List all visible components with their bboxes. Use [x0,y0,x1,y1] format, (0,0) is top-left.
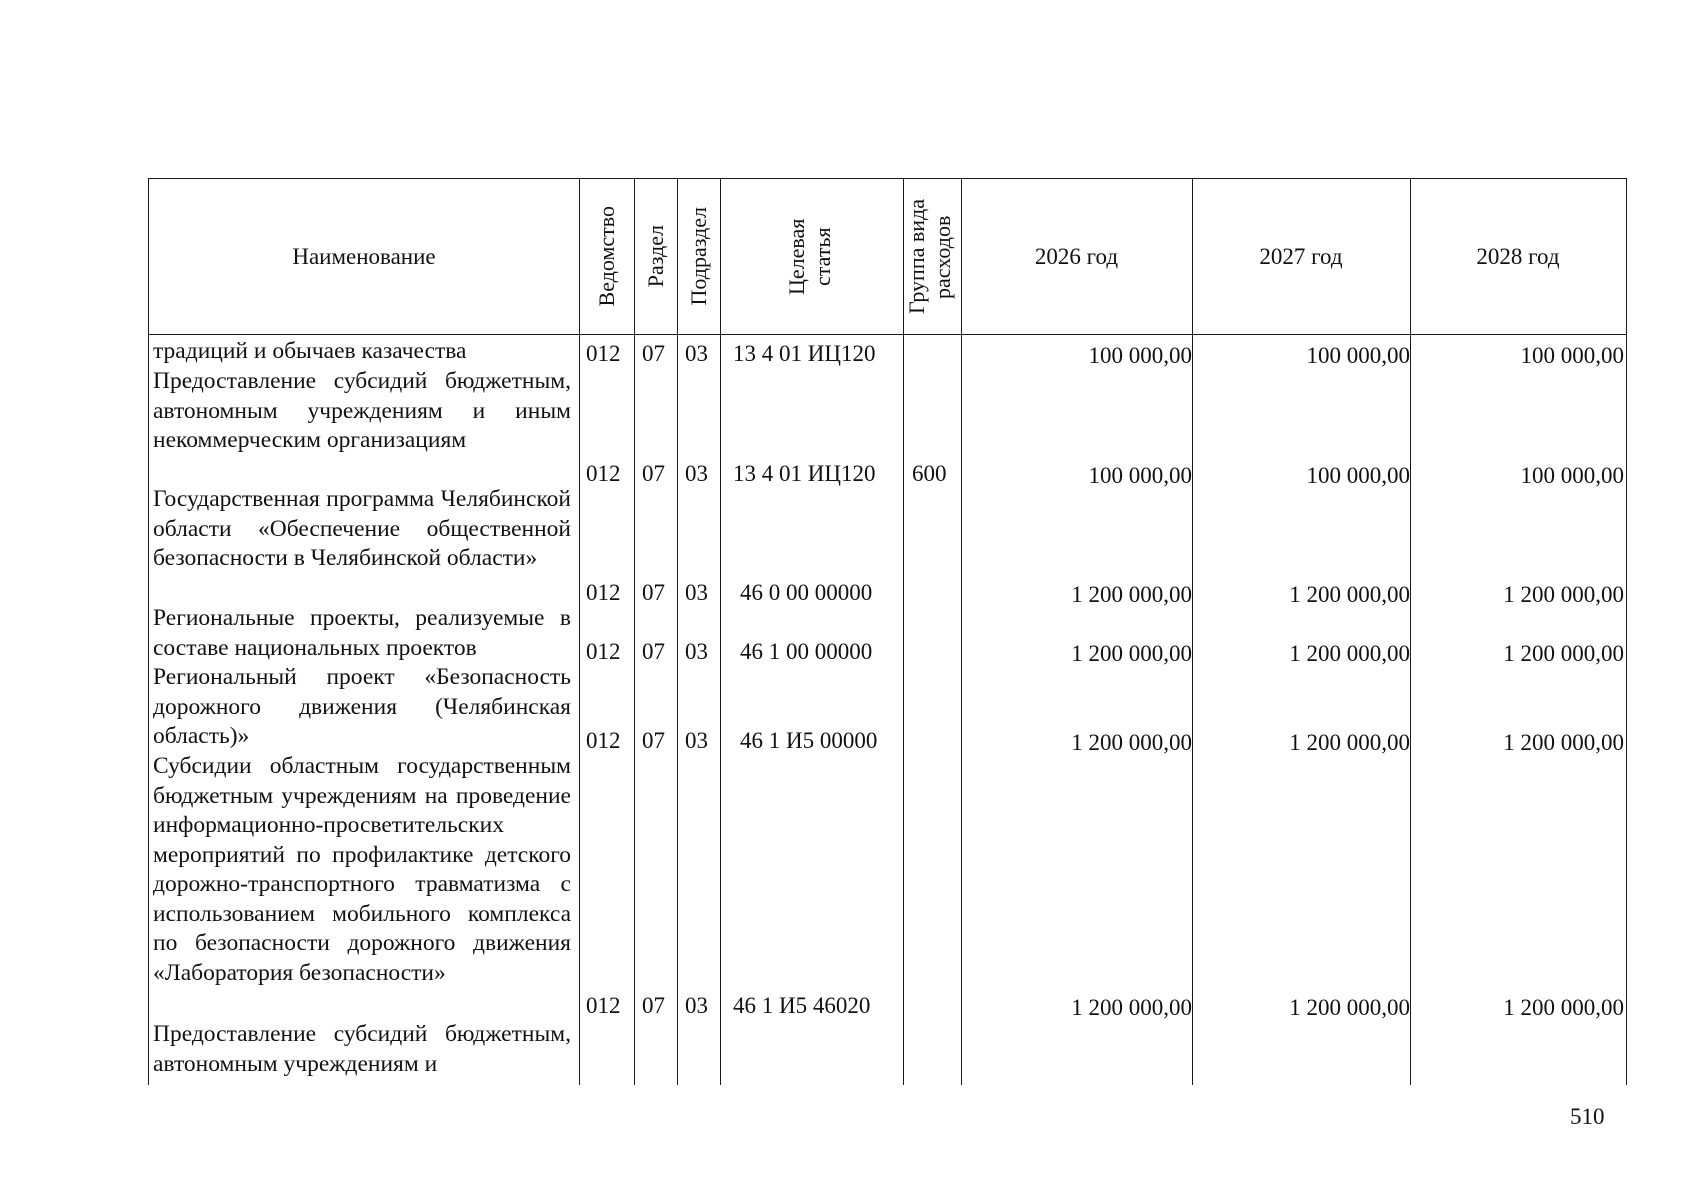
row-2-razdel: 07 [642,461,665,486]
row-1-target: 13 4 01 ИЦ120 [733,341,876,366]
row-4-vedomstvo: 012 [586,639,621,664]
row-3-vedomstvo: 012 [586,580,621,605]
row-2-2026: 100 000,00 [1088,463,1192,488]
header-year-2027-label: 2027 год [1259,243,1343,269]
row-2-target: 13 4 01 ИЦ120 [733,461,876,486]
header-vedomstvo-cell [579,179,634,334]
header-year-2026 [961,179,1192,334]
row-1-vedomstvo: 012 [586,341,621,366]
row-5-name: Региональный проект «Безопасность дорожного движения (Челябинская область)» [153,664,571,749]
row-5-razdel: 07 [642,728,665,753]
header-podrazdel-label: Подраздел [685,207,711,306]
row-5-2027: 1 200 000,00 [1289,730,1410,755]
header-group-cell [903,179,961,334]
row-2-2028: 100 000,00 [1520,463,1624,488]
row-3-name: Государственная программа Челябинской области «Обеспечение общественной безопасности в Челябинской области» [153,486,571,571]
row-1-2028: 100 000,00 [1520,343,1624,368]
row-2-group: 600 [912,461,947,486]
header-year-2028-label: 2028 год [1476,243,1560,269]
row-4-2028: 1 200 000,00 [1503,641,1624,666]
header-year-2027 [1192,179,1410,334]
row-2-vedomstvo: 012 [586,461,621,486]
row-5-vedomstvo: 012 [586,728,621,753]
row-3-2027: 1 200 000,00 [1289,582,1410,607]
header-name [149,179,579,334]
row-1-podrazdel: 03 [685,341,708,366]
row-1-name: традиций и обычаев казачества [153,338,467,364]
row-4-target: 46 1 00 00000 [740,639,873,664]
row-3-razdel: 07 [642,580,665,605]
row-6-podrazdel: 03 [685,993,708,1018]
row-2-podrazdel: 03 [685,461,708,486]
header-vedomstvo-label: Ведомство [593,206,619,307]
row-5-podrazdel: 03 [685,728,708,753]
row-6-vedomstvo: 012 [586,993,621,1018]
row-3-target: 46 0 00 00000 [740,580,873,605]
row-6-2027: 1 200 000,00 [1289,995,1410,1020]
page-number: 510 [1570,1104,1605,1129]
row-5-2028: 1 200 000,00 [1503,730,1624,755]
header-podrazdel-cell [677,179,720,334]
row-6-razdel: 07 [642,993,665,1018]
row-2-2027: 100 000,00 [1306,463,1410,488]
row-4-podrazdel: 03 [685,639,708,664]
budget-table [148,178,1627,1085]
row-3-2026: 1 200 000,00 [1071,582,1192,607]
row-5-target: 46 1 И5 00000 [740,728,878,753]
header-group-label: Группа вида расходов [904,199,955,315]
header-divider [149,334,1626,335]
header-year-2026-label: 2026 год [1034,243,1119,269]
header-target-cell [720,179,903,334]
header-year-2028 [1410,179,1626,334]
row-6-2028: 1 200 000,00 [1503,995,1624,1020]
header-razdel-cell [634,179,677,334]
header-razdel-label: Раздел [642,225,668,288]
row-3-podrazdel: 03 [685,580,708,605]
header-target-label: Целевая статья [783,218,835,295]
row-3-2028: 1 200 000,00 [1503,582,1624,607]
row-6-name: Субсидии областным государственным бюджетным учреждениям на проведение информационно-просветительских мероприятий по профилактике детского дорожно-транспортного травматизма с использованием мобильного комплекса по безопасности дорожного движения «Лаборатория безопасности» [153,753,571,986]
row-1-2026: 100 000,00 [1088,343,1192,368]
row-7-name: Предоставление субсидий бюджетным, автономным учреждениям и [153,1021,571,1077]
row-4-2027: 1 200 000,00 [1289,641,1410,666]
row-6-2026: 1 200 000,00 [1071,995,1192,1020]
row-6-target: 46 1 И5 46020 [733,993,871,1018]
row-4-razdel: 07 [642,639,665,664]
header-name-label: Наименование [292,243,436,269]
row-5-2026: 1 200 000,00 [1071,730,1192,755]
row-1-razdel: 07 [642,341,665,366]
row-4-2026: 1 200 000,00 [1071,641,1192,666]
row-1-2027: 100 000,00 [1306,343,1410,368]
row-4-name: Региональные проекты, реализуемые в составе национальных проектов [153,605,571,661]
row-2-name: Предоставление субсидий бюджетным, автономным учреждениям и иным некоммерческим организациям [153,368,571,453]
